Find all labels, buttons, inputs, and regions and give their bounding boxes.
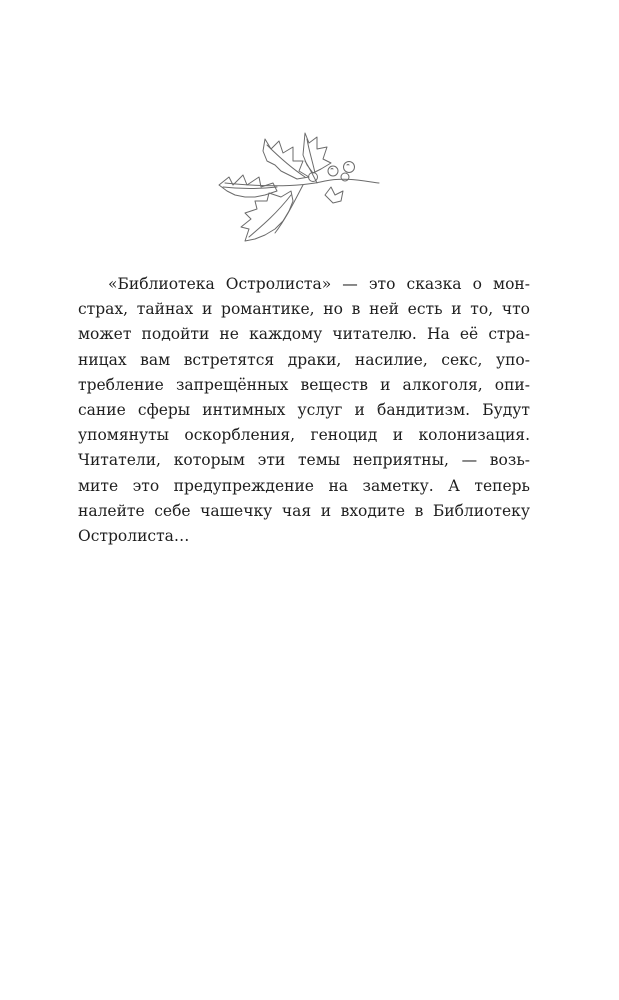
paragraph-line: упомянуты оскорбления, геноцид и колонизация.: [78, 426, 530, 445]
paragraph-line: мите это предупреждение на заметку. А теперь: [78, 476, 530, 495]
paragraph-line: требление запрещённых веществ и алкоголя, опи-: [78, 375, 530, 394]
paragraph-line: страх, тайнах и романтике, но в ней есть и то, что: [78, 300, 530, 319]
holly-branch-icon: [205, 125, 395, 250]
paragraph-line: сание сферы интимных услуг и бандитизм. Будут: [78, 400, 530, 419]
paragraph-line: налейте себе чашечку чая и входите в Библиотеку: [78, 501, 530, 520]
holly-branch-ornament: [205, 125, 395, 250]
paragraph-line: Читатели, которым эти темы неприятны, — возь-: [78, 451, 530, 470]
paragraph-line: Остролиста…: [78, 526, 190, 545]
notice-paragraph: [78, 272, 530, 549]
paragraph-line: ницах вам встретятся драки, насилие, секс, упо-: [78, 350, 530, 369]
paragraph-line: «Библиотека Остролиста» — это сказка о мон-: [108, 275, 530, 293]
paragraph-line: может подойти не каждому читателю. На её стра-: [78, 325, 530, 344]
